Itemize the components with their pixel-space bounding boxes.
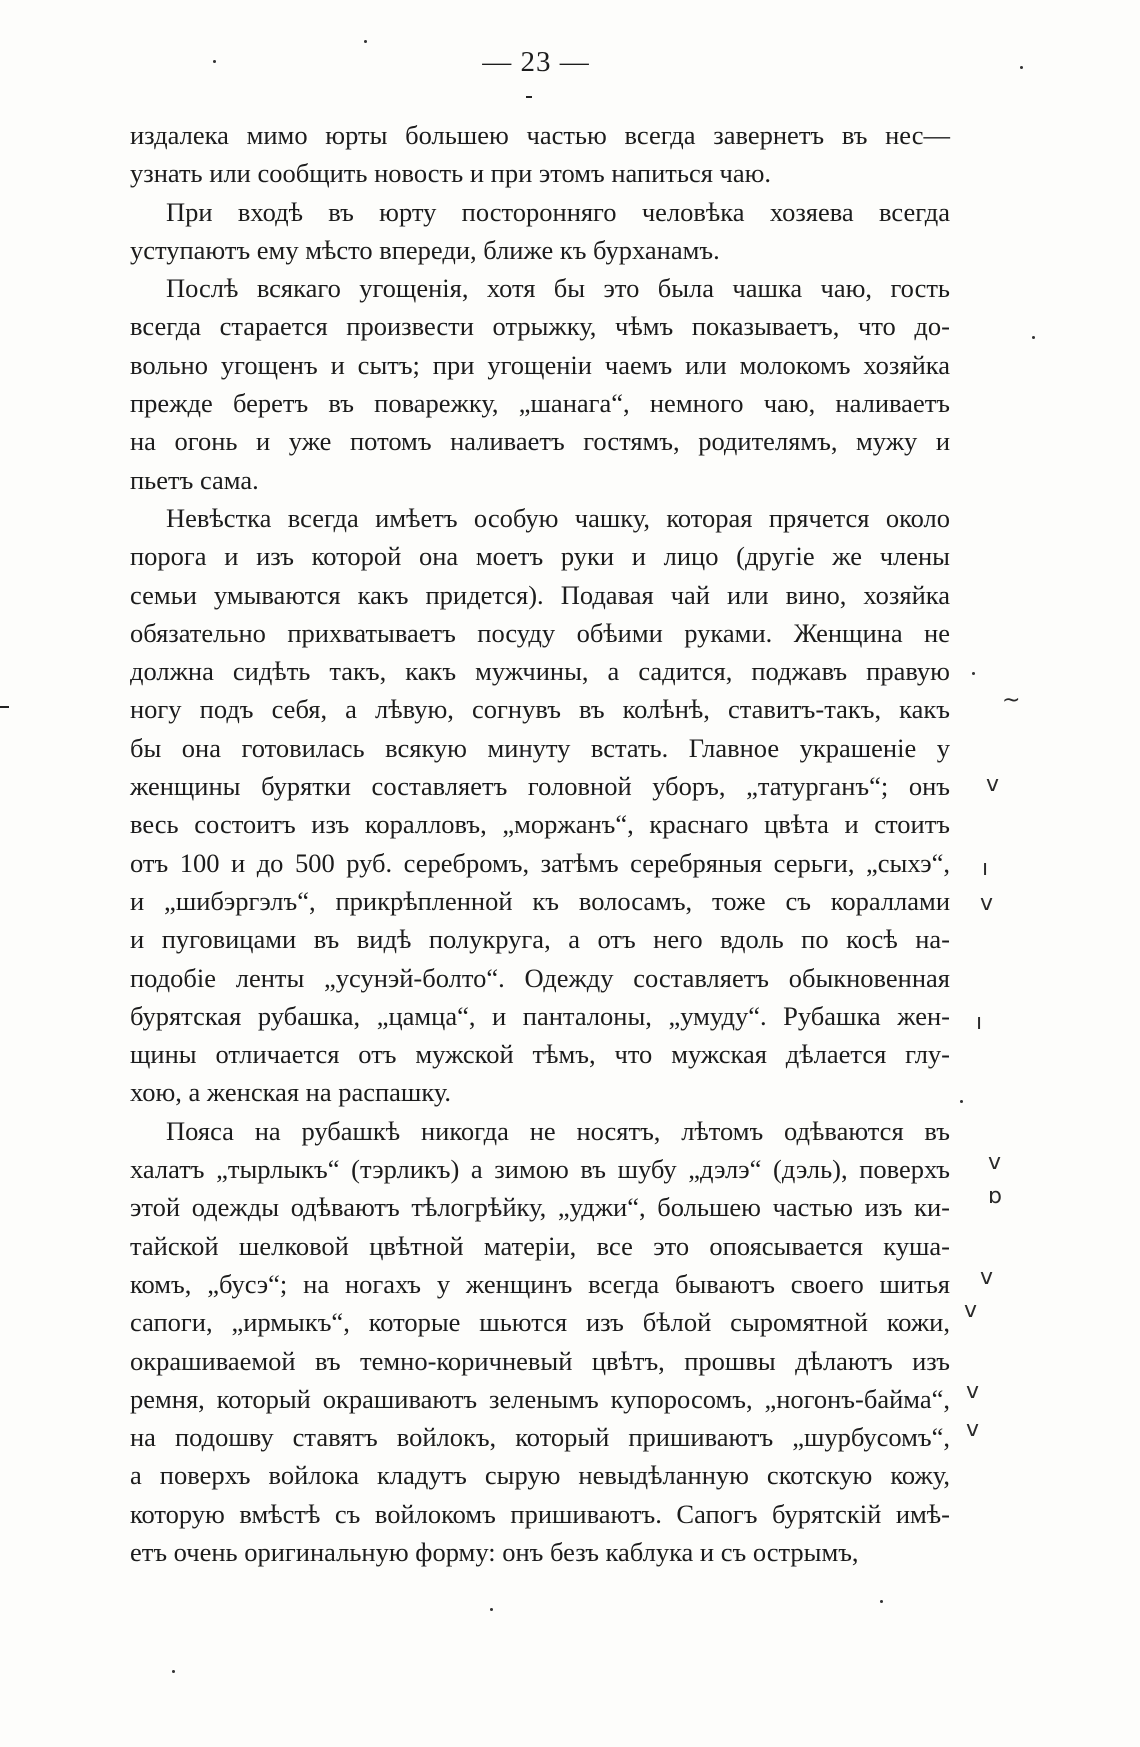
text-line: етъ очень оригинальную форму: онъ безъ каблука и съ острымъ, [130, 1536, 859, 1567]
scan-speck [490, 1608, 493, 1611]
text-line: комъ, „бусэ“; на ногахъ у женщинъ всегда бываютъ своего шитья [130, 1268, 950, 1299]
text-line: должна сидѣть такъ, какъ мужчины, а садится, поджавъ правую [130, 656, 950, 687]
text-line: Невѣстка всегда имѣетъ особую чашку, которая прячется около [166, 502, 950, 533]
text-line: пьетъ сама. [130, 464, 259, 495]
text-line: халатъ „тырлыкъ“ (тэрликъ) а зимою въ шубу „дэлэ“ (дэль), поверхъ [130, 1154, 950, 1185]
text-line: и пуговицами въ видѣ полукруга, а отъ него вдоль по косѣ на- [130, 924, 950, 955]
scan-speck [972, 672, 975, 675]
left-margin-dash [0, 706, 9, 708]
scan-speck [960, 1100, 963, 1103]
margin-tick-mark: ı [982, 856, 989, 881]
text-line: узнать или сообщить новость и при этомъ напиться чаю. [130, 158, 772, 189]
text-line: вольно угощенъ и сытъ; при угощеніи чаемъ или молокомъ хозяйка [130, 349, 950, 380]
text-line: бы она готовилась всякую минуту встать. Главное украшеніе у [130, 732, 950, 763]
text-line: отъ 100 и до 500 руб. серебромъ, затѣмъ серебряныя серьги, „сыхэ“, [130, 847, 950, 878]
margin-check-mark: v [980, 891, 994, 916]
text-line: всегда старается произвести отрыжку, чѣмъ показываетъ, что до- [130, 311, 950, 342]
text-line: семьи умываются какъ придется). Подавая чай или вино, хозяйка [130, 579, 950, 610]
margin-check-mark: v [966, 1417, 980, 1442]
text-line: окрашиваемой въ темно-коричневый цвѣтъ, прошвы дѣлаютъ изъ [130, 1345, 950, 1376]
text-line: уступаютъ ему мѣсто впереди, ближе къ бурханамъ. [130, 234, 720, 265]
text-line: тайской шелковой цвѣтной матеріи, все это опоясывается куша- [130, 1230, 950, 1261]
text-line: на подошву ставятъ войлокъ, который пришиваютъ „шурбусомъ“, [130, 1422, 950, 1453]
scan-speck [364, 40, 367, 43]
text-line: Послѣ всякаго угощенія, хотя бы это была чашка чаю, гость [166, 273, 950, 304]
text-line: сапоги, „ирмыкъ“, которые шьются изъ бѣлой сыромятной кожи, [130, 1307, 950, 1338]
text-line: подобіе ленты „усунэй-болто“. Одежду составляетъ обыкновенная [130, 962, 950, 993]
text-line: При входѣ въ юрту посторонняго человѣка хозяева всегда [166, 196, 950, 227]
body-text [130, 116, 950, 1571]
page-number-underline-speck [526, 96, 532, 98]
text-line: на огонь и уже потомъ наливаетъ гостямъ, родителямъ, мужу и [130, 426, 950, 457]
text-line: которую вмѣстѣ съ войлокомъ пришиваютъ. Сапогъ бурятскій имѣ- [130, 1498, 950, 1529]
margin-squiggle-mark: ~ [1002, 688, 1021, 713]
text-line: женщины бурятки составляетъ головной уборъ, „татурганъ“; онъ [130, 771, 950, 802]
text-line: и „шибэргэлъ“, прикрѣпленной къ волосамъ, тоже съ кораллами [130, 885, 950, 916]
text-line: прежде беретъ въ поварежку, „шанага“, немного чаю, наливаетъ [130, 388, 950, 419]
margin-tick-mark: ı [976, 1010, 983, 1035]
text-line: а поверхъ войлока кладутъ сырую невыдѣланную скотскую кожу, [130, 1460, 950, 1491]
margin-check-mark: v [986, 772, 1000, 797]
scan-speck [213, 60, 216, 63]
scan-speck [1032, 336, 1035, 339]
margin-check-mark: v [964, 1298, 978, 1323]
scan-speck [880, 1600, 883, 1603]
page-number: — 23 — [482, 46, 590, 78]
scan-speck [1020, 66, 1023, 69]
scan-speck [172, 1670, 175, 1673]
text-line: бурятская рубашка, „цамца“, и панталоны, „умуду“. Рубашка жен- [130, 1000, 950, 1031]
text-line: этой одежды одѣваютъ тѣлогрѣйку, „уджи“, большею частью изъ ки- [130, 1192, 950, 1223]
text-line: весь состоитъ изъ коралловъ, „моржанъ“, краснаго цвѣта и стоитъ [130, 809, 950, 840]
margin-check-mark: v [966, 1379, 980, 1404]
margin-check-mark: v [988, 1150, 1002, 1175]
text-line: порога и изъ которой она моетъ руки и лицо (другіе же члены [130, 541, 950, 572]
text-line: щины отличается отъ мужской тѣмъ, что мужская дѣлается глу- [130, 1039, 950, 1070]
margin-check-mark: v [980, 1265, 994, 1290]
text-line: хою, а женская на распашку. [130, 1077, 452, 1108]
text-line: издалека мимо юрты большею частью всегда завернетъ въ нес— [130, 120, 950, 150]
text-line: Пояса на рубашкѣ никогда не носятъ, лѣтомъ одѣваются въ [166, 1115, 950, 1146]
text-line: обязательно прихватываетъ посуду обѣими руками. Женщина не [130, 617, 950, 648]
text-line: ремня, который окрашиваютъ зеленымъ купоросомъ, „ногонъ-байма“, [130, 1383, 950, 1414]
margin-hook-mark: ɒ [988, 1184, 1002, 1209]
text-line: ногу подъ себя, а лѣвую, согнувъ въ колѣнѣ, ставитъ-такъ, какъ [130, 694, 950, 725]
